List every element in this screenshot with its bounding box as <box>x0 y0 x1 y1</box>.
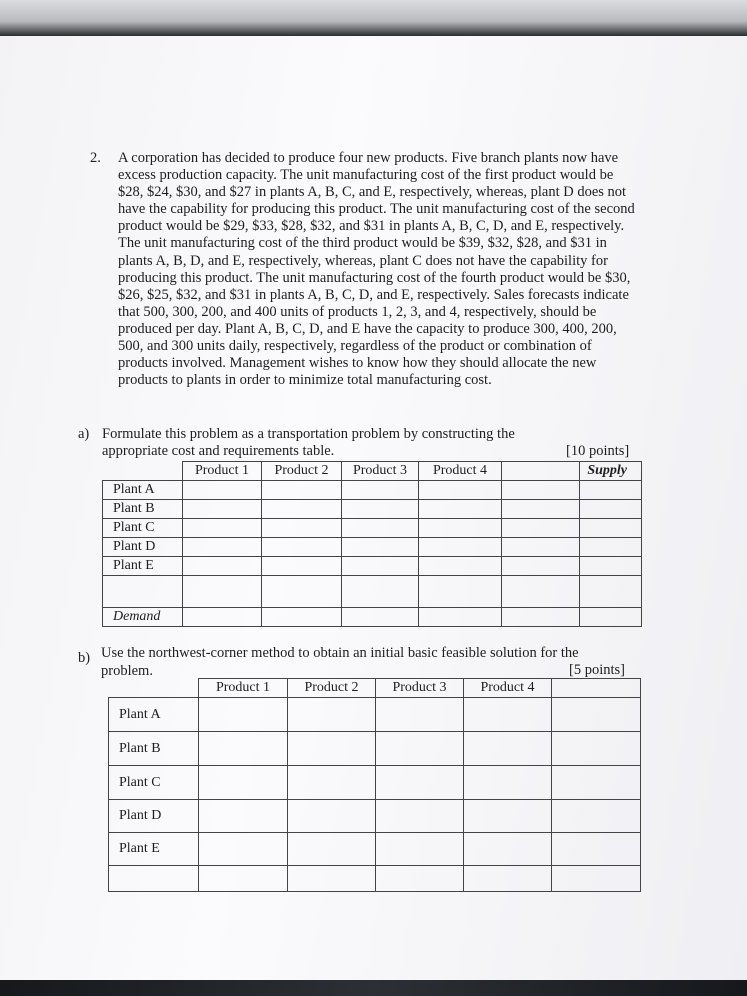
question-number: 2. <box>90 150 101 166</box>
monitor-top-bezel <box>0 0 747 36</box>
table-a-row-header: Plant A <box>103 481 183 500</box>
table-a-col-header: Product 4 <box>419 462 502 481</box>
table-a-row-header: Plant C <box>103 519 183 538</box>
table-b-header-blank <box>552 679 641 698</box>
table-b-col-header: Product 2 <box>288 679 376 698</box>
northwest-corner-table <box>108 678 641 892</box>
table-b-row-header: Plant C <box>109 766 199 800</box>
part-a-letter: a) <box>78 426 90 442</box>
table-b-row-header: Plant E <box>109 833 199 866</box>
table-a-supply-header: Supply <box>580 462 642 481</box>
part-a-text: Formulate this problem as a transportation problem by constructing the appropriate cost and requirements table. <box>102 426 515 459</box>
table-a-corner <box>103 462 183 481</box>
table-b-row-header: Plant A <box>109 698 199 732</box>
question-text: A corporation has decided to produce four new products. Five branch plants now have excess production capacity. The unit manufacturing cost of the first product would be $28, $24, $30, and $27 in plants A, B, C, and E, respectively, whereas, plant D does not have the capability for producing this product. The unit manufacturing cost of the second product would be $29, $33, $28, $32, and $31 in plants A, B, C, D, and E, respectively. The unit manufacturing cost of the third product would be $39, $32, $28, and $31 in plants A, B, D, and E, respectively, whereas, plant C does not have the capability for producing this product. The unit manufacturing cost of the fourth product would be $30, $26, $25, $32, and $31 in plants A, B, C, D, and E, respectively. Sales forecasts indicate that 500, 300, 200, and 400 units of products 1, 2, 3, and 4, respectively, should be produced per day. Plant A, B, C, D, and E have the capacity to produce 300, 400, 200, 500, and 300 units daily, respectively, regardless of the product or combination of products involved. Management wishes to know how they should allocate the new products to plants in order to minimize total manufacturing cost. <box>118 150 635 389</box>
table-a-col-header: Product 3 <box>342 462 419 481</box>
part-b-points: [5 points] <box>569 662 625 678</box>
table-a-row-header: Plant B <box>103 500 183 519</box>
table-a-col-header: Product 1 <box>183 462 262 481</box>
table-a-header-blank <box>502 462 580 481</box>
part-b-letter: b) <box>78 650 91 666</box>
part-b-text: Use the northwest-corner method to obtain an initial basic feasible solution for the problem. <box>101 645 579 679</box>
cost-requirements-table <box>102 461 642 627</box>
table-a-demand-label: Demand <box>103 608 183 627</box>
part-a-points: [10 points] <box>566 443 630 459</box>
table-b-col-header: Product 1 <box>199 679 288 698</box>
table-b-row-header: Plant D <box>109 800 199 833</box>
table-b-col-header: Product 4 <box>464 679 552 698</box>
table-b-corner <box>109 679 199 698</box>
table-a-row-header: Plant E <box>103 557 183 576</box>
table-a-col-header: Product 2 <box>262 462 342 481</box>
table-a-row-header: Plant D <box>103 538 183 557</box>
monitor-bottom-bezel <box>0 980 747 996</box>
table-b-col-header: Product 3 <box>376 679 464 698</box>
table-b-row-header: Plant B <box>109 732 199 766</box>
